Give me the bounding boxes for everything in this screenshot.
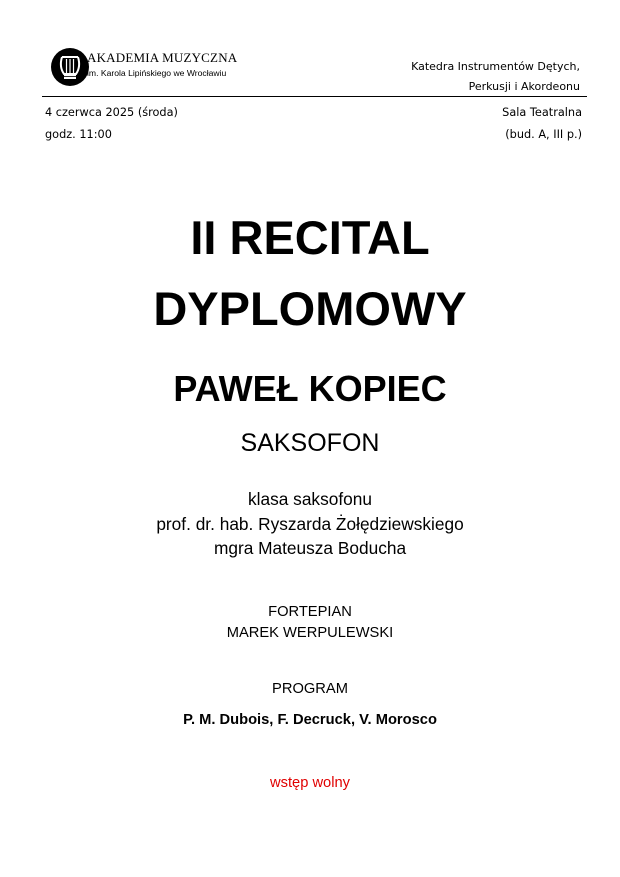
academy-subtitle: im. Karola Lipińskiego we Wrocławiu [87, 68, 227, 78]
academy-name: AKADEMIA MUZYCZNA [87, 50, 238, 65]
teacher-1: prof. dr. hab. Ryszarda Żołędziewskiego [156, 513, 464, 534]
admission-note: wstęp wolny [270, 775, 350, 791]
recital-title-line-1: II RECITAL [190, 211, 430, 264]
department-line-2: Perkusji i Akordeonu [468, 80, 580, 93]
event-venue-block [502, 102, 582, 146]
lyre-icon [50, 47, 90, 87]
pianist-name: MAREK WERPULEWSKI [226, 625, 394, 641]
class-info [0, 487, 620, 561]
piano-label: FORTEPIAN [268, 604, 352, 620]
event-venue-location: (bud. A, III p.) [505, 128, 582, 141]
event-datetime [45, 102, 178, 146]
performer-name: PAWEŁ KOPIEC [173, 368, 447, 409]
program-composers: P. M. Dubois, F. Decruck, V. Morosco [183, 712, 437, 728]
event-date: 4 czerwca 2025 (środa) [45, 106, 178, 119]
class-label: klasa saksofonu [248, 489, 372, 509]
teacher-2: mgra Mateusza Boducha [213, 538, 407, 558]
department-block [411, 57, 580, 97]
program-label: PROGRAM [272, 681, 348, 697]
event-time: godz. 11:00 [45, 128, 112, 141]
recital-title-line-2: DYPLOMOWY [153, 282, 467, 335]
header-divider [42, 96, 587, 97]
instrument: SAKSOFON [240, 429, 380, 457]
department-line-1: Katedra Instrumentów Dętych, [411, 60, 580, 73]
event-venue: Sala Teatralna [502, 106, 582, 119]
